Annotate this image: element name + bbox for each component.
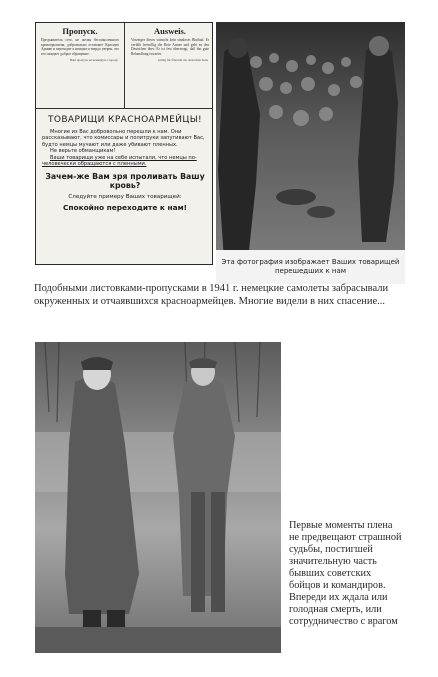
leaflet-paragraph-2: Не верьте обманщикам! <box>50 148 116 155</box>
pass-russian-title: Пропуск. <box>62 26 98 36</box>
pass-german-title: Ausweis. <box>154 26 186 36</box>
pass-russian <box>38 26 122 62</box>
leaflet-paragraph-1: Многие из Вас добровольно перешли к нам. Они рассказывают, что комиссары и политруки запугивают Вас, будто немцы мучают или даже убивают пленных. <box>42 129 205 148</box>
leaflet-paragraph-3: Ваши товарищи уже на себе испытали, что немцы по-человечески обращаются с пленными. <box>42 154 197 168</box>
pass-divider <box>124 23 125 108</box>
leaflet-pass <box>35 22 213 265</box>
photo-prisoners-group <box>216 22 405 260</box>
photo1-caption: Эта фотография изображает Ваших товарищей перешедших к нам <box>221 258 400 275</box>
leaflet-heading: ТОВАРИЩИ КРАСНОАРМЕЙЦЫ! <box>47 115 203 125</box>
pass-german-body: Vorzeiger dieses wünscht kein sinnloses Blutbad. Er verläßt freiwillig die Rote Armee und geht zu den Deutschen über. Er ist fest überzeugt, daß ihn gute Behandlung erwartet. <box>131 38 209 56</box>
photo-prisoners-art <box>216 22 405 260</box>
photo-soldiers-art <box>35 342 281 653</box>
pass-russian-body: Предъявитель сего, не желая бессмысленного кровопролития, добровольно оставляет Красную Армию и переходит к немцам и твердо уверен, что его ожидает доброе обращение. <box>41 38 119 56</box>
caption-top: Подобными листовками-пропусками в 1941 г. немецкие самолеты забрасывали окруженных и отчаявшихся красноармейцев. Многие видели в них спасение... <box>34 283 389 307</box>
pass-row <box>36 23 212 109</box>
photo-two-soldiers <box>35 342 281 653</box>
caption-bottom: Первые моменты плена не предвещают страшной судьбы, постигшей значительную часть бывших советских бойцов и командиров. Впереди их ждала или голодная смерть, или сотрудничество с врагом <box>289 520 402 627</box>
leaflet-question: Зачем-же Вам зря проливать Вашу кровь? <box>45 172 205 191</box>
leaflet-follow: Следуйте примеру Ваших товарищей: <box>68 194 182 201</box>
pass-german-foot: Gültig für Übertritt zur deutschen Seite <box>157 58 208 62</box>
photo1-caption-box <box>216 250 405 284</box>
leaflet-body <box>42 115 208 212</box>
pass-russian-foot: Ваш пропуск на немецкую сторону <box>69 58 118 62</box>
pass-german <box>128 26 212 62</box>
leaflet-final: Спокойно переходите к нам! <box>62 203 187 213</box>
